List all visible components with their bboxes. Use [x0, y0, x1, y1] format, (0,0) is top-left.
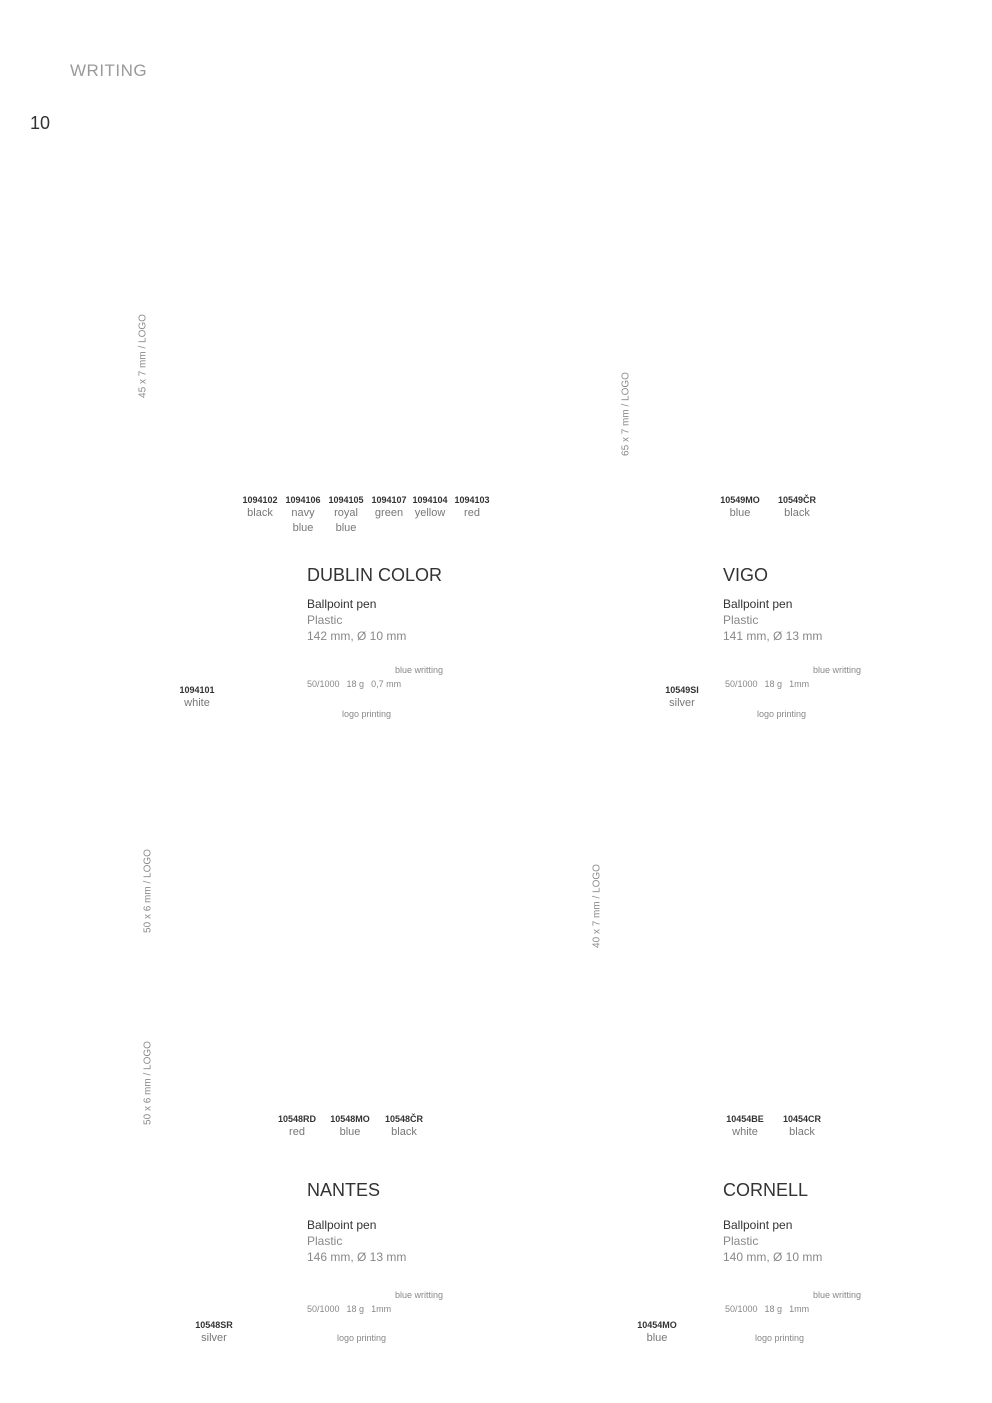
variant-10549SI	[654, 685, 710, 711]
page-number: 10	[30, 113, 51, 133]
variant-code: 10548RD	[277, 1114, 317, 1124]
variant-10549CR	[769, 495, 825, 521]
product-type: Ballpoint pen	[307, 1218, 377, 1232]
variant-code: 10548SR	[195, 1320, 233, 1330]
variant-1094105	[328, 495, 364, 536]
variant-color: white	[184, 697, 210, 709]
weight: 18 g	[764, 679, 783, 689]
logo-printing-label: logo printing	[757, 709, 807, 719]
variant-code: 10454BE	[726, 1114, 764, 1124]
variant-10548CR	[376, 1114, 432, 1140]
variant-10549MO	[712, 495, 768, 521]
variant-color: silver	[669, 697, 695, 709]
variant-code: 1094102	[242, 495, 278, 505]
writing-color: blue writting	[395, 665, 444, 675]
pack-quantity: 50/1000	[725, 1304, 758, 1314]
pack-info	[725, 679, 816, 689]
variant-10548SR	[186, 1320, 242, 1346]
product-type: Ballpoint pen	[723, 597, 793, 611]
product-spec	[307, 596, 406, 644]
variant-code: 1094101	[179, 685, 215, 695]
variant-color: red	[289, 1126, 305, 1138]
product-size: 141 mm, Ø 13 mm	[723, 629, 823, 643]
variant-10548RD	[269, 1114, 325, 1140]
variant-10454MO	[629, 1320, 685, 1346]
variant-code: 1094103	[454, 495, 490, 505]
print-area-label: 50 x 6 mm / LOGO	[142, 1041, 154, 1125]
product-material: Plastic	[723, 613, 759, 627]
variant-code: 10548ČR	[384, 1114, 424, 1124]
pack-quantity: 50/1000	[725, 679, 758, 689]
variant-code: 1094106	[285, 495, 321, 505]
pack-info	[725, 1304, 816, 1314]
variant-color: white	[732, 1126, 758, 1138]
writing-color: blue writting	[813, 665, 862, 675]
variant-1094102	[232, 495, 288, 521]
logo-printing-label: logo printing	[755, 1333, 805, 1343]
variant-color: silver	[201, 1332, 227, 1344]
product-spec	[307, 1217, 406, 1265]
product-spec	[723, 1217, 822, 1265]
product-name: CORNELL	[723, 1180, 809, 1200]
product-material: Plastic	[307, 1234, 343, 1248]
variant-code: 1094105	[328, 495, 364, 505]
pack-info	[307, 679, 408, 689]
print-area-label: 40 x 7 mm / LOGO	[591, 864, 603, 948]
product-name: VIGO	[723, 565, 769, 585]
weight: 18 g	[764, 1304, 783, 1314]
variant-color: black	[784, 507, 810, 519]
variant-color: navy blue	[291, 507, 315, 534]
variant-color: black	[247, 507, 273, 519]
variant-code: 1094104	[412, 495, 448, 505]
variant-color: royal blue	[334, 507, 358, 534]
product-size: 146 mm, Ø 13 mm	[307, 1250, 407, 1264]
tip-size: 1mm	[789, 679, 810, 689]
section-title: WRITING	[70, 61, 148, 80]
print-area-label: 45 x 7 mm / LOGO	[137, 314, 149, 398]
product-material: Plastic	[307, 613, 343, 627]
pack-quantity: 50/1000	[307, 1304, 340, 1314]
print-area-label: 50 x 6 mm / LOGO	[142, 849, 154, 933]
variant-color: yellow	[414, 507, 446, 519]
product-type: Ballpoint pen	[723, 1218, 793, 1232]
tip-size: 0,7 mm	[371, 679, 402, 689]
variant-code: 1094107	[371, 495, 407, 505]
print-area-label: 65 x 7 mm / LOGO	[620, 372, 632, 456]
variant-1094101	[169, 685, 225, 711]
product-name: DUBLIN COLOR	[307, 565, 443, 585]
variant-color: blue	[729, 507, 751, 519]
variant-code: 10549SI	[665, 685, 699, 695]
variant-color: black	[789, 1126, 815, 1138]
product-size: 142 mm, Ø 10 mm	[307, 629, 407, 643]
variant-code: 10454CR	[782, 1114, 822, 1124]
pack-info	[307, 1304, 398, 1314]
variant-code: 10454MO	[637, 1320, 677, 1330]
variant-color: blue	[339, 1126, 361, 1138]
writing-color: blue writting	[395, 1290, 444, 1300]
pack-quantity: 50/1000	[307, 679, 340, 689]
variant-10548MO	[322, 1114, 378, 1140]
variant-10454CR	[774, 1114, 830, 1140]
weight: 18 g	[346, 1304, 365, 1314]
writing-color: blue writting	[813, 1290, 862, 1300]
variant-1094103	[444, 495, 500, 521]
variant-code: 10548MO	[330, 1114, 370, 1124]
logo-printing-label: logo printing	[342, 709, 392, 719]
product-name: NANTES	[307, 1180, 381, 1200]
tip-size: 1mm	[371, 1304, 392, 1314]
product-type: Ballpoint pen	[307, 597, 377, 611]
tip-size: 1mm	[789, 1304, 810, 1314]
product-spec	[723, 596, 822, 644]
product-size: 140 mm, Ø 10 mm	[723, 1250, 823, 1264]
variant-color: red	[464, 507, 480, 519]
weight: 18 g	[346, 679, 365, 689]
variant-color: blue	[646, 1332, 668, 1344]
variant-code: 10549MO	[720, 495, 760, 505]
product-material: Plastic	[723, 1234, 759, 1248]
variant-10454BE	[717, 1114, 773, 1140]
variant-color: black	[391, 1126, 417, 1138]
variant-color: green	[374, 507, 404, 519]
logo-printing-label: logo printing	[337, 1333, 387, 1343]
variant-1094106	[285, 495, 321, 536]
variant-code: 10549ČR	[777, 495, 817, 505]
